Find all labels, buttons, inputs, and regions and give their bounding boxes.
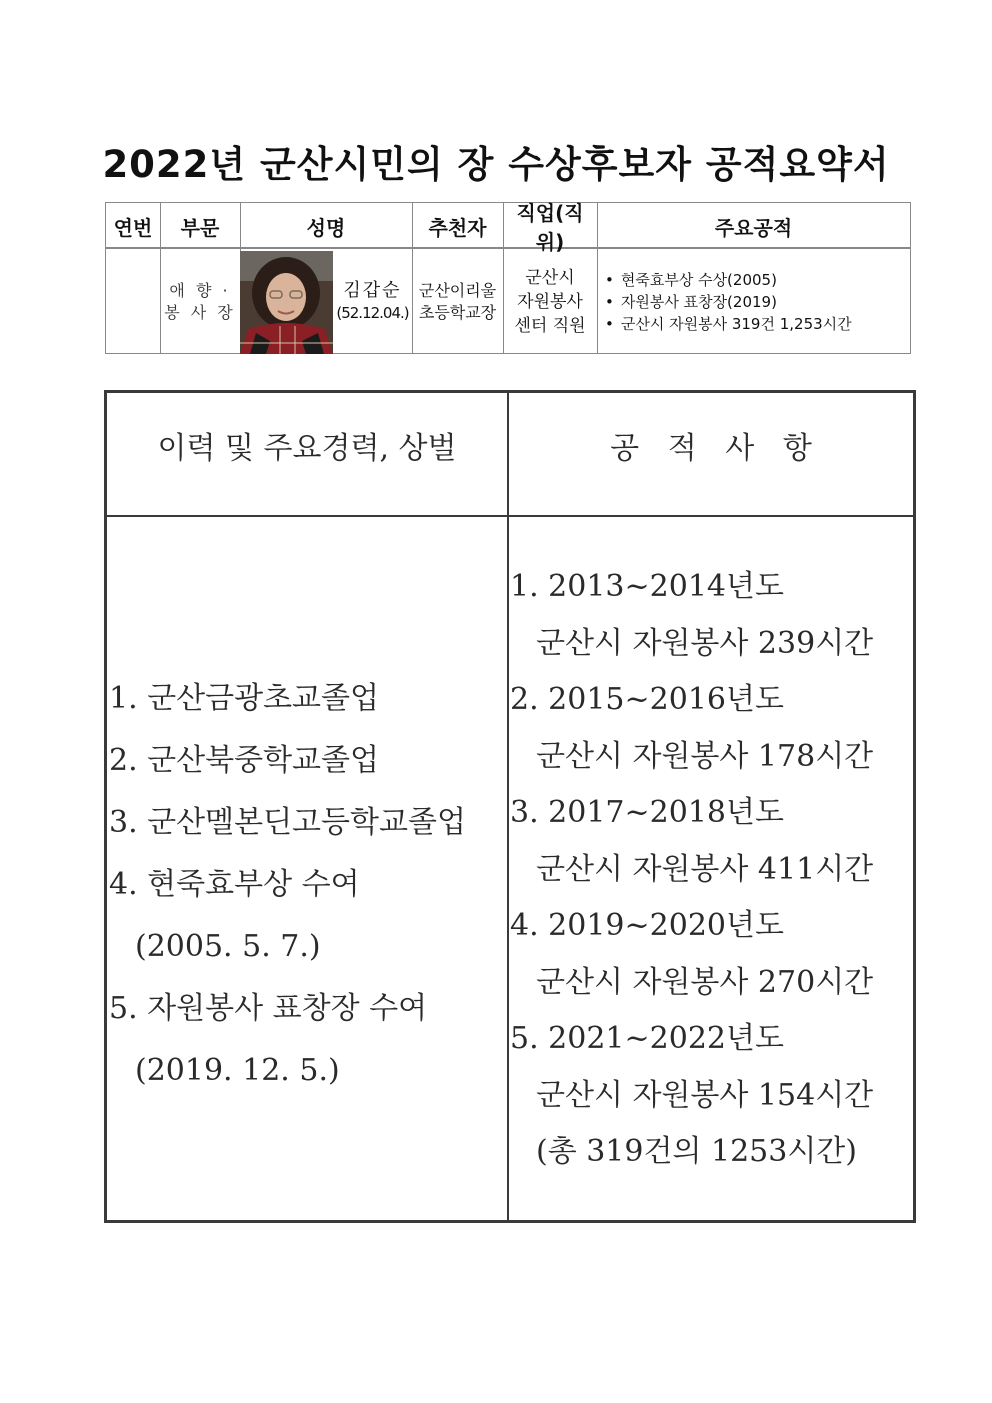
job-line2: 자원봉사 bbox=[517, 292, 583, 312]
merit-period: 3. 2017~2018년도 bbox=[510, 795, 784, 830]
summary-table bbox=[105, 202, 911, 354]
document-title: 2022년 군산시민의 장 수상후보자 공적요약서 bbox=[102, 143, 890, 186]
header-achievements: 주요공적 bbox=[714, 215, 793, 240]
category-line1: 애 향 · bbox=[169, 281, 231, 300]
row-recommender bbox=[412, 251, 503, 353]
header-category: 부문 bbox=[180, 215, 220, 240]
merit-period: 5. 2021~2022년도 bbox=[510, 1021, 784, 1056]
header-recommender: 추천자 bbox=[428, 215, 487, 240]
row-name bbox=[333, 251, 412, 353]
career-list bbox=[109, 668, 466, 1102]
career-header: 이력 및 주요경력, 상벌 bbox=[157, 431, 457, 466]
candidate-photo bbox=[240, 251, 333, 354]
candidate-birth: (52.12.04.) bbox=[336, 304, 409, 322]
merit-list bbox=[510, 559, 873, 1181]
row-category bbox=[160, 251, 240, 353]
row-achievements bbox=[597, 251, 910, 353]
merit-period: 4. 2019~2020년도 bbox=[510, 908, 784, 943]
merit-hours: 군산시 자원봉사 270시간 bbox=[536, 964, 874, 1000]
career-item: 3. 군산멜본딘고등학교졸업 bbox=[109, 805, 466, 840]
career-item: 4. 현죽효부상 수여 bbox=[109, 867, 360, 902]
header-number: 연번 bbox=[113, 215, 153, 240]
career-item: 1. 군산금광초교졸업 bbox=[109, 681, 379, 716]
category-line2: 봉 사 장 bbox=[164, 303, 236, 322]
achievement-item: • 현죽효부상 수상(2005) bbox=[605, 269, 852, 291]
row-number bbox=[106, 251, 160, 353]
merit-hours: 군산시 자원봉사 178시간 bbox=[536, 738, 874, 774]
career-item-date: (2005. 5. 7.) bbox=[135, 929, 321, 964]
job-line3: 센터 직원 bbox=[514, 316, 586, 336]
career-item: 5. 자원봉사 표창장 수여 bbox=[109, 991, 428, 1026]
candidate-name: 김갑순 bbox=[343, 280, 402, 301]
recommender-line1: 군산이리울 bbox=[418, 281, 497, 300]
merit-period: 2. 2015~2016년도 bbox=[510, 682, 784, 717]
merit-period: 1. 2013~2014년도 bbox=[510, 569, 784, 604]
merit-hours: 군산시 자원봉사 239시간 bbox=[536, 625, 874, 661]
merit-hours: 군산시 자원봉사 411시간 bbox=[536, 851, 874, 887]
header-name: 성명 bbox=[306, 215, 346, 240]
career-item: 2. 군산북중학교졸업 bbox=[109, 743, 379, 778]
achievement-item: • 군산시 자원봉사 319건 1,253시간 bbox=[605, 313, 852, 335]
merit-header: 공 적 사 항 bbox=[610, 431, 812, 466]
job-line1: 군산시 bbox=[525, 268, 575, 288]
achievement-item: • 자원봉사 표창장(2019) bbox=[605, 291, 852, 313]
recommender-line2: 초등학교장 bbox=[418, 303, 497, 322]
merit-total: (총 319건의 1253시간) bbox=[536, 1134, 857, 1169]
row-job bbox=[503, 251, 597, 353]
achievement-list bbox=[605, 269, 852, 335]
detail-box bbox=[104, 390, 916, 1223]
merit-hours: 군산시 자원봉사 154시간 bbox=[536, 1077, 874, 1113]
header-job: 직업(직위) bbox=[516, 201, 584, 254]
career-item-date: (2019. 12. 5.) bbox=[135, 1053, 340, 1088]
